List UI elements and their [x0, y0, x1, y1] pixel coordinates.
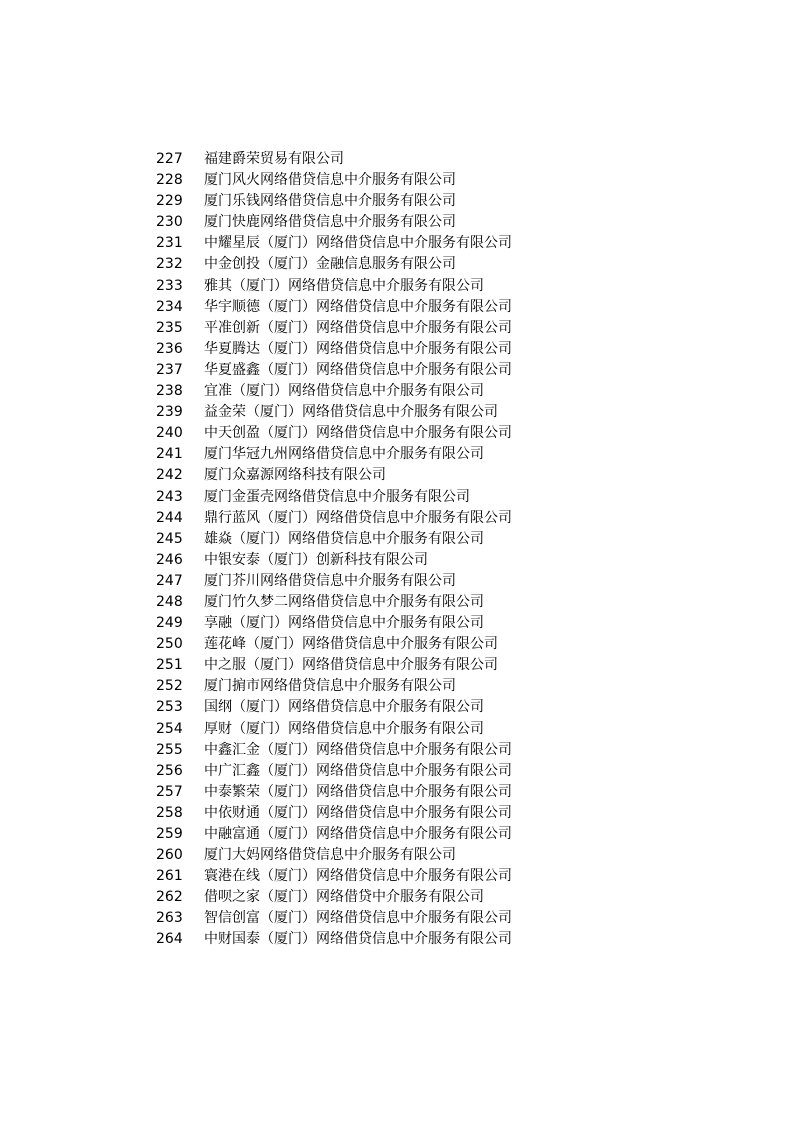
entry-number: 234 [156, 298, 183, 315]
entry-number: 235 [156, 319, 183, 336]
entry-number: 227 [156, 151, 183, 167]
list-item [156, 402, 512, 423]
company-name: 智信创富（厦门）网络借贷信息中介服务有限公司 [204, 910, 512, 927]
list-item [156, 866, 512, 887]
company-name: 厦门竹久梦二网络借贷信息中介服务有限公司 [204, 593, 484, 610]
list-item [156, 508, 512, 529]
list-item [156, 318, 512, 339]
entry-number: 242 [156, 467, 183, 484]
list-item [156, 782, 512, 803]
entry-number: 233 [156, 277, 183, 294]
entry-number: 252 [156, 678, 183, 695]
company-name: 寰港在线（厦门）网络借贷信息中介服务有限公司 [204, 868, 512, 885]
list-item [156, 634, 512, 655]
company-name: 厦门众嘉源网络科技有限公司 [204, 467, 386, 484]
list-item [156, 191, 512, 212]
entry-number: 246 [156, 551, 183, 568]
entry-number: 261 [156, 868, 183, 885]
company-name: 鼎行蓝风（厦门）网络借贷信息中介服务有限公司 [204, 509, 512, 526]
company-name: 华夏盛鑫（厦门）网络借贷信息中介服务有限公司 [204, 361, 512, 378]
company-name: 厦门大妈网络借贷信息中介服务有限公司 [204, 847, 456, 864]
company-list [156, 149, 512, 951]
company-name: 厚财（厦门）网络借贷信息中介服务有限公司 [204, 720, 484, 737]
list-item [156, 655, 512, 676]
list-item [156, 887, 512, 908]
company-name: 益金荣（厦门）网络借贷信息中介服务有限公司 [204, 404, 498, 421]
entry-number: 232 [156, 256, 183, 273]
company-name: 厦门乐钱网络借贷信息中介服务有限公司 [204, 193, 456, 210]
company-name: 雄焱（厦门）网络借贷信息中介服务有限公司 [204, 530, 484, 547]
list-item [156, 761, 512, 782]
entry-number: 245 [156, 530, 183, 547]
list-item [156, 550, 512, 571]
company-name: 国纲（厦门）网络借贷信息中介服务有限公司 [204, 699, 484, 716]
company-name: 宜准（厦门）网络借贷信息中介服务有限公司 [204, 383, 484, 400]
entry-number: 258 [156, 804, 183, 821]
list-item [156, 339, 512, 360]
company-name: 厦门掮市网络借贷信息中介服务有限公司 [204, 678, 456, 695]
company-name: 华宇顺德（厦门）网络借贷信息中介服务有限公司 [204, 298, 512, 315]
list-item [156, 929, 512, 950]
company-name: 中耀星辰（厦门）网络借贷信息中介服务有限公司 [204, 235, 512, 252]
company-name: 中依财通（厦门）网络借贷信息中介服务有限公司 [204, 804, 512, 821]
company-name: 中金创投（厦门）金融信息服务有限公司 [204, 256, 456, 273]
list-item [156, 803, 512, 824]
company-name: 厦门金蛋壳网络借贷信息中介服务有限公司 [204, 488, 470, 505]
company-name: 平准创新（厦门）网络借贷信息中介服务有限公司 [204, 319, 512, 336]
entry-number: 229 [156, 193, 183, 210]
entry-number: 264 [156, 931, 183, 948]
company-name: 中融富通（厦门）网络借贷信息中介服务有限公司 [204, 826, 512, 842]
company-name: 中广汇鑫（厦门）网络借贷信息中介服务有限公司 [204, 762, 512, 779]
company-name: 中鑫汇金（厦门）网络借贷信息中介服务有限公司 [204, 741, 512, 758]
list-item [156, 487, 512, 508]
list-item [156, 149, 512, 170]
list-item [156, 740, 512, 761]
entry-number: 251 [156, 657, 183, 674]
company-name: 福建爵荣贸易有限公司 [204, 151, 344, 167]
company-name: 中银安泰（厦门）创新科技有限公司 [204, 551, 428, 568]
company-name: 华夏腾达（厦门）网络借贷信息中介服务有限公司 [204, 340, 512, 357]
list-item [156, 697, 512, 718]
company-name: 莲花峰（厦门）网络借贷信息中介服务有限公司 [204, 636, 498, 653]
company-name: 享融（厦门）网络借贷信息中介服务有限公司 [204, 615, 484, 632]
list-item [156, 254, 512, 275]
list-item [156, 170, 512, 191]
entry-number: 241 [156, 446, 183, 463]
list-item [156, 908, 512, 929]
list-item [156, 465, 512, 486]
entry-number: 256 [156, 762, 183, 779]
list-item [156, 297, 512, 318]
entry-number: 257 [156, 783, 183, 800]
list-item [156, 719, 512, 740]
list-item [156, 613, 512, 634]
list-item [156, 571, 512, 592]
entry-number: 254 [156, 720, 183, 737]
list-item [156, 276, 512, 297]
entry-number: 248 [156, 593, 183, 610]
entry-number: 230 [156, 214, 183, 231]
company-name: 中天创盈（厦门）网络借贷信息中介服务有限公司 [204, 425, 512, 442]
entry-number: 240 [156, 425, 183, 442]
company-name: 雅其（厦门）网络借贷信息中介服务有限公司 [204, 277, 484, 294]
list-item [156, 676, 512, 697]
entry-number: 250 [156, 636, 183, 653]
entry-number: 236 [156, 340, 183, 357]
company-name: 厦门快鹿网络借贷信息中介服务有限公司 [204, 214, 456, 231]
entry-number: 249 [156, 615, 183, 632]
entry-number: 228 [156, 172, 183, 189]
entry-number: 239 [156, 404, 183, 421]
list-item [156, 529, 512, 550]
entry-number: 237 [156, 361, 183, 378]
list-item [156, 212, 512, 233]
list-item [156, 824, 512, 845]
company-name: 中之服（厦门）网络借贷信息中介服务有限公司 [204, 657, 498, 674]
list-item [156, 233, 512, 254]
list-item [156, 360, 512, 381]
company-name: 中财国泰（厦门）网络借贷信息中介服务有限公司 [204, 931, 512, 948]
entry-number: 255 [156, 741, 183, 758]
list-item [156, 592, 512, 613]
entry-number: 231 [156, 235, 183, 252]
company-name: 借呗之家（厦门）网络借贷中介服务有限公司 [204, 889, 484, 906]
company-name: 厦门华冠九州网络借贷信息中介服务有限公司 [204, 446, 484, 463]
entry-number: 262 [156, 889, 183, 906]
list-item [156, 423, 512, 444]
company-name: 中泰繁荣（厦门）网络借贷信息中介服务有限公司 [204, 783, 512, 800]
entry-number: 247 [156, 572, 183, 589]
entry-number: 263 [156, 910, 183, 927]
list-item [156, 845, 512, 866]
company-name: 厦门芥川网络借贷信息中介服务有限公司 [204, 572, 456, 589]
entry-number: 260 [156, 847, 183, 864]
list-item [156, 381, 512, 402]
list-item [156, 444, 512, 465]
entry-number: 244 [156, 509, 183, 526]
company-name: 厦门风火网络借贷信息中介服务有限公司 [204, 172, 456, 189]
entry-number: 253 [156, 699, 183, 716]
entry-number: 243 [156, 488, 183, 505]
entry-number: 238 [156, 383, 183, 400]
entry-number: 259 [156, 826, 183, 842]
